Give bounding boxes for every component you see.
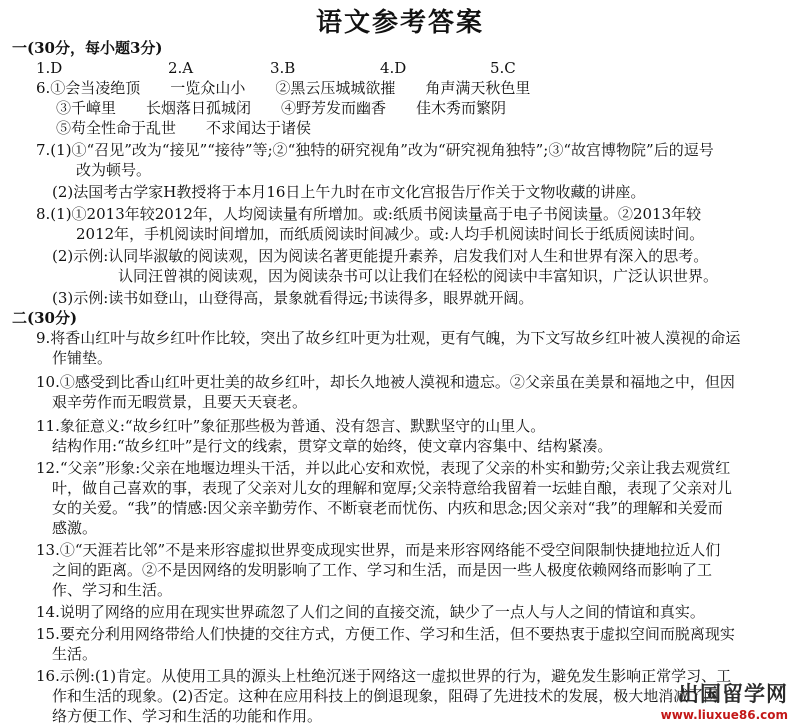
answer-9-line-2: 作铺垫。 — [52, 349, 113, 367]
answer-6-line-2: ③千嶂里 长烟落日孤城闭 ④野芳发而幽香 佳木秀而繁阴 — [56, 99, 507, 117]
answer-11-line-2: 结构作用:“故乡红叶”是行文的线索，贯穿文章的始终，使文章内容集中、结构紧凑。 — [52, 437, 613, 455]
answer-10-line-1: 10.①感受到比香山红叶更壮美的故乡红叶，却长久地被人漠视和遗忘。②父亲虽在美景和福地之中，但因 — [36, 373, 735, 391]
answer-15-line-2: 生活。 — [52, 645, 98, 663]
answer-3: 3.B — [270, 59, 296, 77]
answer-6-line-1: 6.①会当凌绝顶 一览众山小 ②黑云压城城欲摧 角声满天秋色里 — [36, 79, 531, 97]
watermark-name: 出国留学网 — [678, 682, 788, 706]
section-2-heading: 二(30分) — [12, 309, 78, 327]
answer-8-3: (3)示例:读书如登山，山登得高，景象就看得远;书读得多，眼界就开阔。 — [52, 289, 534, 307]
answer-8-1-line-1: 8.(1)①2013年较2012年，人均阅读量有所增加。或:纸质书阅读量高于电子书阅读量。②2013年较 — [36, 205, 702, 223]
answer-8-2-line-1: (2)示例:认同毕淑敏的阅读观，因为阅读名著更能提升素养，启发我们对人生和世界有深入的思考。 — [52, 247, 709, 265]
answer-10-line-2: 艰辛劳作而无暇赏景，且要天天衰老。 — [52, 393, 308, 411]
answer-7-1-line-1: 7.(1)①“召见”改为“接见”“接待”等;②“独特的研究视角”改为“研究视角独特”;③“故宫博物院”后的逗号 — [36, 141, 714, 159]
answer-16-line-1: 16.示例:(1)肯定。从使用工具的源头上杜绝沉迷于网络这一虚拟世界的行为，避免发生影响正常学习、工 — [36, 667, 732, 685]
answer-14: 14.说明了网络的应用在现实世界疏忽了人们之间的直接交流，缺少了一点人与人之间的情谊和真实。 — [36, 603, 705, 621]
answer-12-line-2: 叶，做自己喜欢的事，表现了父亲对儿女的理解和宽厚;父亲特意给我留着一坛蛙自酿，表现了父亲对儿 — [52, 479, 733, 497]
answer-7-1-line-2: 改为顿号。 — [76, 161, 152, 179]
answer-7-2: (2)法国考古学家H教授将于本月16日上午九时在市文化宫报告厅作关于文物收藏的讲座。 — [52, 183, 646, 201]
section-1-heading: 一(30分，每小题3分) — [12, 39, 163, 57]
answer-13-line-1: 13.①“天涯若比邻”不是来形容虚拟世界变成现实世界，而是来形容网络能不受空间限制快捷地拉近人们 — [36, 541, 721, 559]
page-title: 语文参考答案 — [315, 8, 484, 38]
answer-12-line-4: 感激。 — [52, 519, 98, 537]
answer-6-line-3: ⑤苟全性命于乱世 不求闻达于诸侯 — [56, 119, 312, 137]
answer-9-line-1: 9.将香山红叶与故乡红叶作比较，突出了故乡红叶更为壮观，更有气魄，为下文写故乡红叶被人漠视的命运 — [36, 329, 741, 347]
answer-12-line-3: 女的关爱。“我”的情感:因父亲辛勤劳作、不断衰老而忧伤、内疚和思念;因父亲对“我”的理解和关爱而 — [52, 499, 723, 517]
answer-1: 1.D — [36, 59, 63, 77]
answer-16-line-3: 络方便工作、学习和生活的功能和作用。 — [52, 707, 323, 725]
answer-5: 5.C — [490, 59, 516, 77]
site-watermark — [661, 678, 788, 722]
watermark-url: www.liuxue86.com — [660, 708, 788, 722]
answer-12-line-1: 12.“父亲”形象:父亲在地堰边埋头干活，并以此心安和欢悦，表现了父亲的朴实和勤劳;父亲让我去观赏红 — [36, 459, 731, 477]
answer-8-1-line-2: 2012年，手机阅读时间增加，而纸质阅读时间减少。或:人均手机阅读时间长于纸质阅读时间。 — [76, 225, 705, 243]
answer-13-line-3: 作、学习和生活。 — [52, 581, 173, 599]
answer-8-2-line-2: 认同汪曾祺的阅读观，因为阅读杂书可以让我们在轻松的阅读中丰富知识，广泛认识世界。 — [118, 267, 719, 285]
answer-11-line-1: 11.象征意义:“故乡红叶”象征那些极为普通、没有怨言、默默坚守的山里人。 — [36, 417, 546, 435]
answer-13-line-2: 之间的距离。②不是因网络的发明影响了工作、学习和生活，而是因一些人极度依赖网络而影响了工 — [52, 561, 713, 579]
answer-2: 2.A — [168, 59, 194, 77]
answer-16-line-2: 作和生活的现象。(2)否定。这种在应用科技上的倒退现象，阻碍了先进技术的发展，极大地消减了网 — [52, 687, 719, 705]
answer-15-line-1: 15.要充分利用网络带给人们快捷的交往方式，方便工作、学习和生活，但不要热衷于虚拟空间而脱离现实 — [36, 625, 735, 643]
answer-4: 4.D — [380, 59, 407, 77]
